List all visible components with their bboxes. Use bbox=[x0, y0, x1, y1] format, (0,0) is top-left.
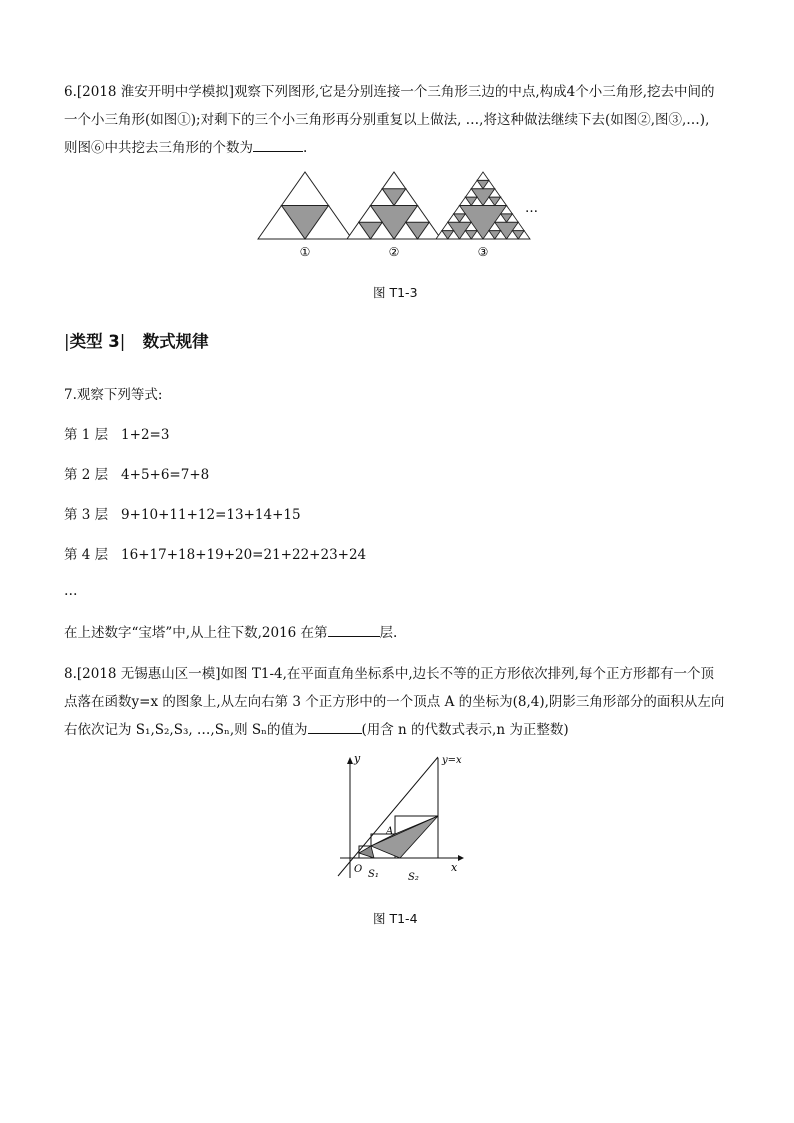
q7-question bbox=[64, 621, 397, 641]
section-heading bbox=[64, 328, 209, 352]
fig-label-2: ② bbox=[388, 245, 400, 259]
triangle-fig-2 bbox=[347, 172, 441, 239]
q6-question-text: 则图⑥中共挖去三角形的个数为 bbox=[64, 140, 253, 156]
layer-equation: 4+5+6=7+8 bbox=[121, 467, 210, 483]
shaded-triangle-s2 bbox=[371, 816, 438, 858]
q7-row-3 bbox=[64, 503, 301, 523]
section-bar-right: | bbox=[119, 332, 126, 351]
q7-row-4 bbox=[64, 543, 366, 563]
figure-t1-4-graph bbox=[330, 750, 470, 885]
q6-line-2: 一个小三角形(如图①);对剩下的三个小三角形再分别重复以上做法, …,将这种做法继续下去(如图②,图③,…), bbox=[64, 112, 710, 128]
section-label: 类型 3 bbox=[69, 332, 120, 351]
origin-label: O bbox=[354, 864, 363, 875]
line-label: y=x bbox=[442, 755, 462, 766]
q7-intro: 7.观察下列等式: bbox=[64, 387, 163, 403]
q7-row-2 bbox=[64, 463, 209, 483]
x-axis-arrow bbox=[458, 855, 464, 861]
layer-equation: 1+2=3 bbox=[121, 427, 170, 443]
fig-label-1: ① bbox=[299, 245, 311, 259]
figure-caption-t1-3: 图 T1-3 bbox=[373, 285, 418, 300]
triangle-fig-1 bbox=[258, 172, 352, 239]
y-axis-label: y bbox=[354, 752, 361, 765]
layer-label: 第 3 层 bbox=[64, 507, 109, 523]
q7-ellipsis: … bbox=[64, 583, 78, 599]
q8-line-2: 点落在函数y=x 的图象上,从左向右第 3 个正方形中的一个顶点 A 的坐标为(8,4),阴影三角形部分的面积从左向 bbox=[64, 694, 725, 710]
figure-ellipsis: … bbox=[525, 201, 538, 216]
q8-question-end: (用含 n 的代数式表示,n 为正整数) bbox=[361, 722, 569, 738]
y-axis-arrow bbox=[347, 757, 353, 764]
triangle-fig-3 bbox=[436, 172, 530, 239]
layer-label: 第 1 层 bbox=[64, 427, 109, 443]
q8-line-3 bbox=[64, 718, 569, 738]
section-title: 数式规律 bbox=[142, 332, 209, 351]
layer-label: 第 4 层 bbox=[64, 547, 109, 563]
q8-question-text: 右依次记为 S₁,S₂,S₃, …,Sₙ,则 Sₙ的值为 bbox=[64, 722, 308, 738]
q6-question-end: . bbox=[303, 140, 308, 156]
fig-label-3: ③ bbox=[477, 245, 489, 259]
q6-line-1: 6.[2018 淮安开明中学模拟]观察下列图形,它是分别连接一个三角形三边的中点,构成4个小三角形,挖去中间的 bbox=[64, 84, 715, 100]
q6-line-3 bbox=[64, 136, 307, 156]
s2-label: S₂ bbox=[408, 872, 419, 883]
q8-answer-blank[interactable] bbox=[308, 721, 362, 734]
layer-label: 第 2 层 bbox=[64, 467, 109, 483]
q7-question-text: 在上述数字“宝塔”中,从上往下数,2016 在第 bbox=[64, 625, 328, 641]
q8-line-1: 8.[2018 无锡惠山区一模]如图 T1-4,在平面直角坐标系中,边长不等的正方形依次排列,每个正方形都有一个顶 bbox=[64, 666, 714, 682]
q7-row-1 bbox=[64, 423, 169, 443]
layer-equation: 9+10+11+12=13+14+15 bbox=[121, 507, 301, 523]
s1-label: S₁ bbox=[368, 869, 379, 880]
figure-t1-3-triangles bbox=[252, 168, 542, 264]
q7-answer-blank[interactable] bbox=[328, 624, 380, 637]
layer-equation: 16+17+18+19+20=21+22+23+24 bbox=[121, 547, 367, 563]
point-a-label: A bbox=[386, 826, 394, 837]
q6-answer-blank[interactable] bbox=[253, 139, 303, 152]
section-bar-left: | bbox=[64, 332, 70, 351]
figure-caption-t1-4: 图 T1-4 bbox=[373, 911, 418, 926]
q7-question-end: 层. bbox=[379, 625, 398, 641]
x-axis-label: x bbox=[451, 861, 458, 874]
